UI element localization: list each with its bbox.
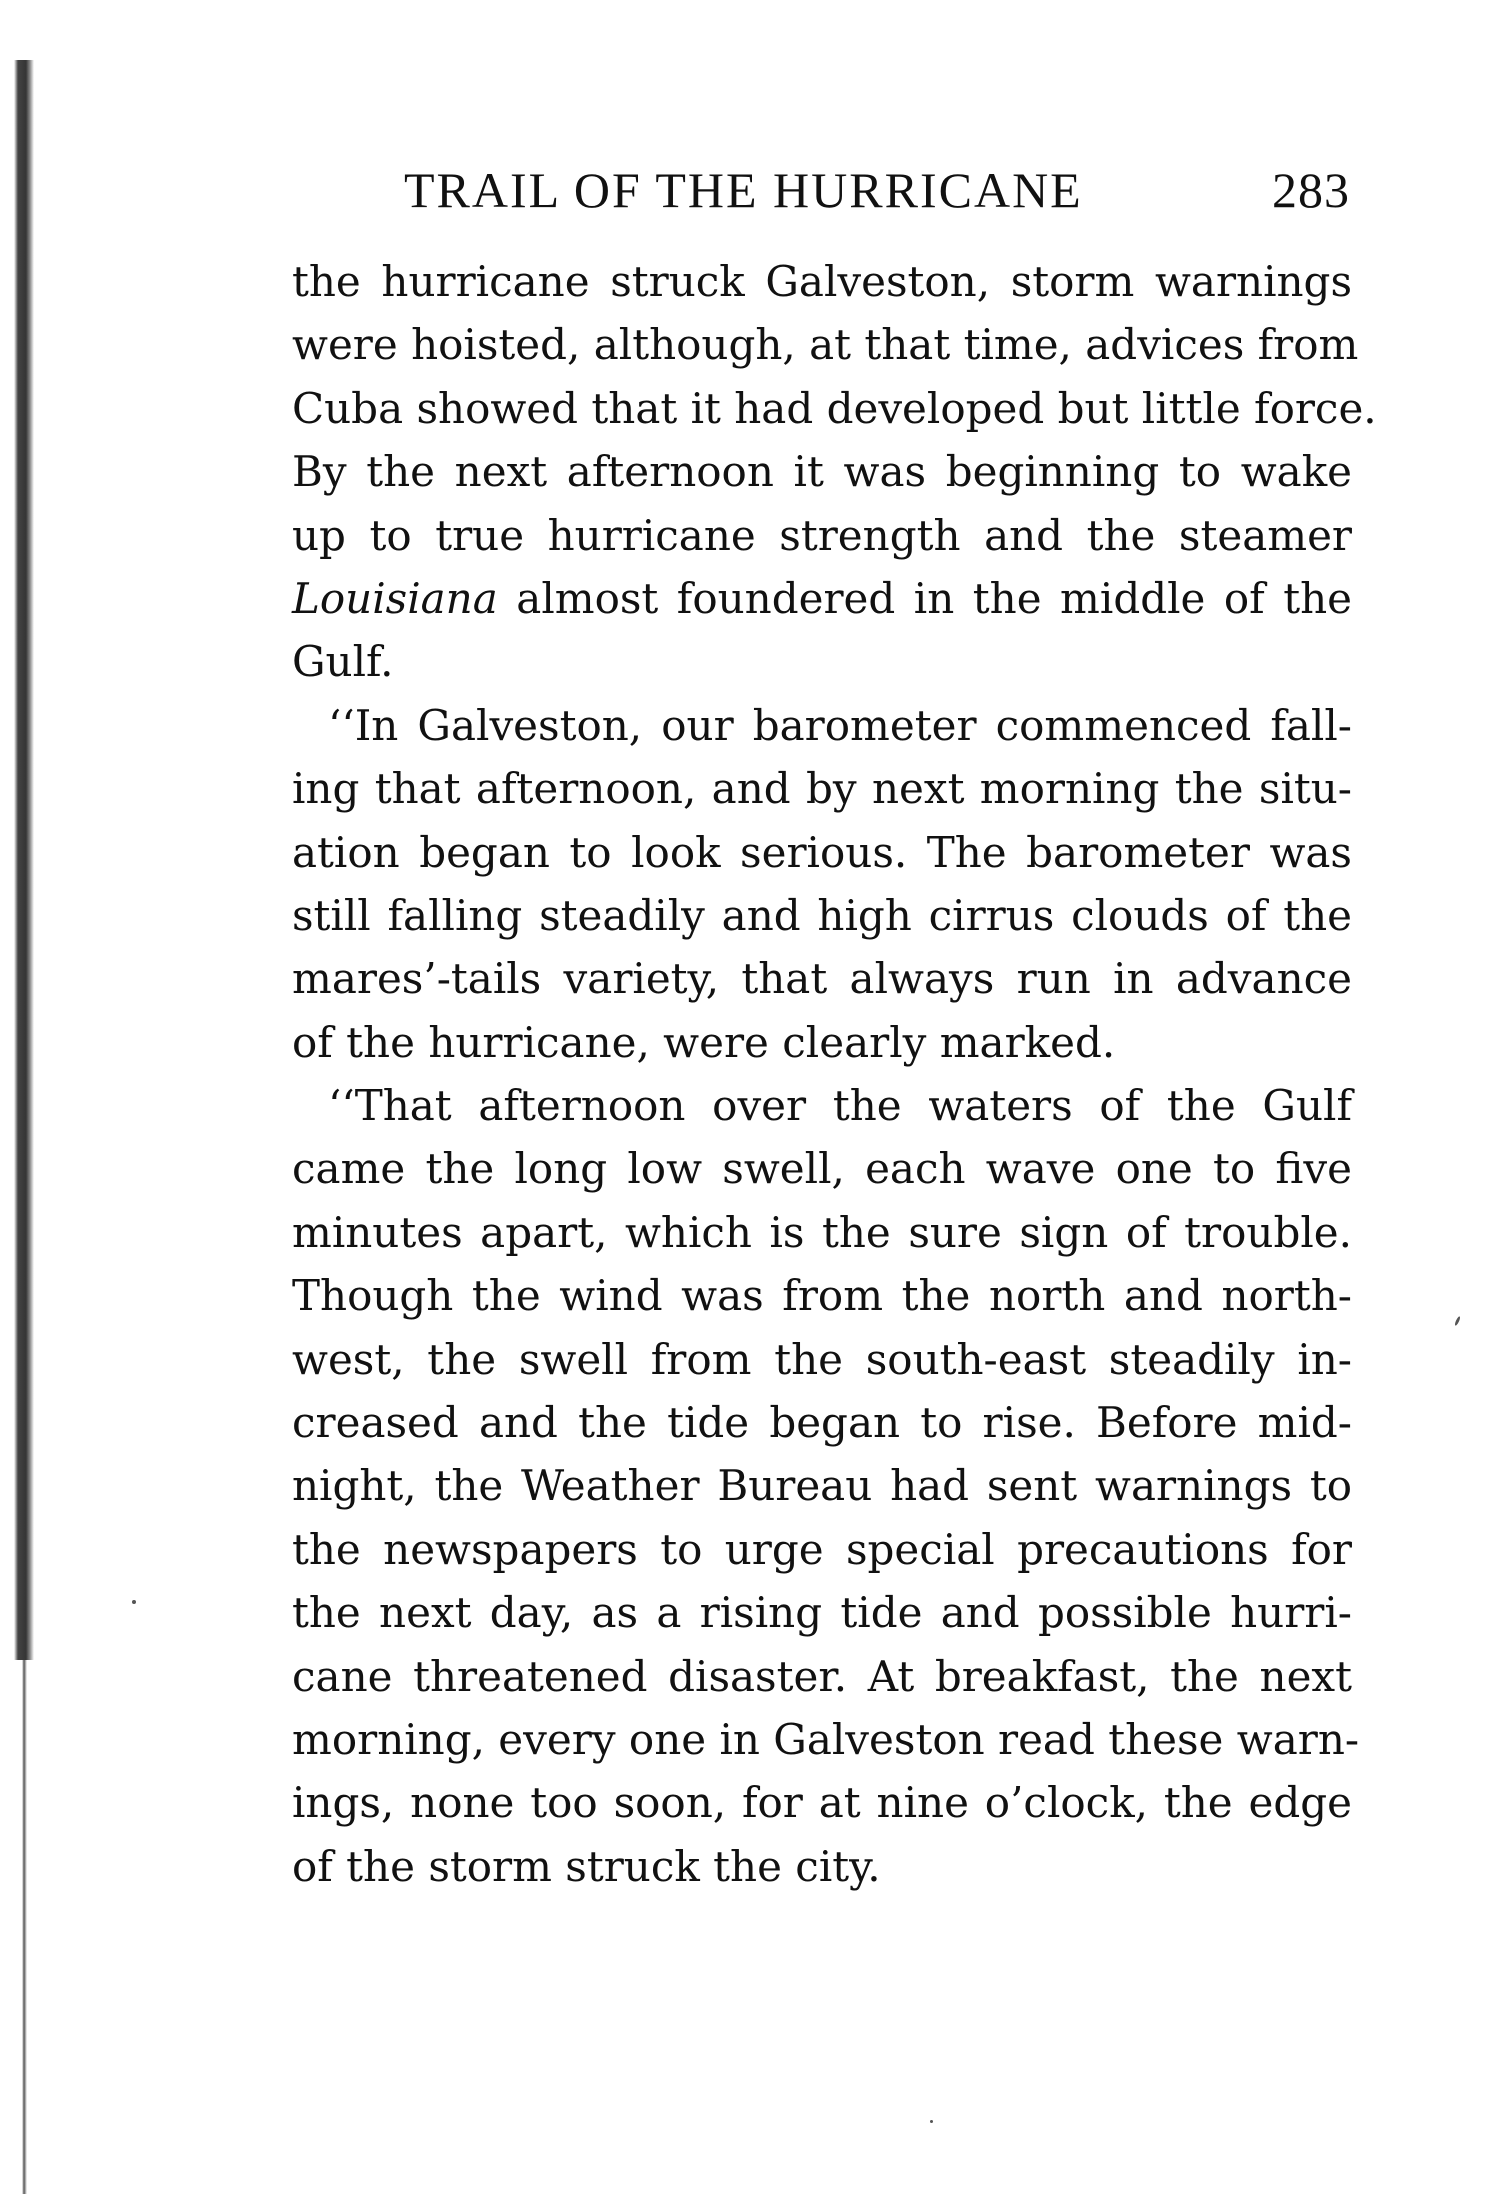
text-line: up to true hurricane strength and the steamer <box>292 510 1352 560</box>
running-head-title: TRAIL OF THE HURRICANE <box>404 162 1083 218</box>
ship-name-italic: Louisiana <box>292 573 498 623</box>
text-line: ings, none too soon, for at nine o’clock, the edge <box>292 1778 1352 1828</box>
text-line: the newspapers to urge special precautions for <box>292 1524 1352 1574</box>
text-line: west, the swell from the south-east steadily in- <box>292 1334 1352 1384</box>
text-line: Cuba showed that it had developed but little force. <box>292 383 1377 433</box>
text-line: of the hurricane, were clearly marked. <box>292 1017 1116 1067</box>
text-line: of the storm struck the city. <box>292 1841 881 1891</box>
text-line-with-ship-name <box>292 567 1352 630</box>
paragraph-3 <box>292 1074 1360 1898</box>
text-line: ation began to look serious. The barometer was <box>292 827 1352 877</box>
text-line: mares’-tails variety, that always run in advance <box>292 954 1352 1004</box>
text-line: the hurricane struck Galveston, storm warnings <box>292 257 1352 306</box>
text-line-rest: almost foundered in the middle of the <box>497 573 1352 623</box>
text-line: ‘‘In Galveston, our barometer commenced fall- <box>328 700 1352 750</box>
binding-shadow-gap-bottom <box>10 1660 40 2194</box>
body-text <box>292 250 1377 1898</box>
text-line: came the long low swell, each wave one to five <box>292 1144 1352 1194</box>
paper-speck <box>1454 1316 1461 1326</box>
text-line: were hoisted, although, at that time, advices from <box>292 320 1359 370</box>
paragraph-1 <box>292 250 1377 694</box>
running-head <box>404 160 1370 220</box>
text-line: ‘‘That afternoon over the waters of the Gulf <box>328 1081 1352 1131</box>
paper-speck <box>930 2120 933 2123</box>
text-line: minutes apart, which is the sure sign of trouble. <box>292 1207 1352 1257</box>
text-line: still falling steadily and high cirrus clouds of the <box>292 890 1352 940</box>
text-line: Though the wind was from the north and north- <box>292 1271 1352 1321</box>
text-line: ing that afternoon, and by next morning the situ- <box>292 764 1352 814</box>
text-line: night, the Weather Bureau had sent warnings to <box>292 1461 1352 1511</box>
text-line: By the next afternoon it was beginning to wake <box>292 447 1352 497</box>
page-number: 283 <box>1272 162 1350 218</box>
paper-speck <box>132 1600 136 1604</box>
text-line: the next day, as a rising tide and possible hurri- <box>292 1588 1352 1638</box>
text-line: creased and the tide began to rise. Before mid- <box>292 1398 1352 1448</box>
text-line: Gulf. <box>292 637 394 687</box>
text-line: cane threatened disaster. At breakfast, the next <box>292 1651 1352 1701</box>
paragraph-2 <box>292 694 1352 1074</box>
binding-shadow-gap-top <box>10 0 40 60</box>
text-line: morning, every one in Galveston read these warn- <box>292 1714 1360 1764</box>
